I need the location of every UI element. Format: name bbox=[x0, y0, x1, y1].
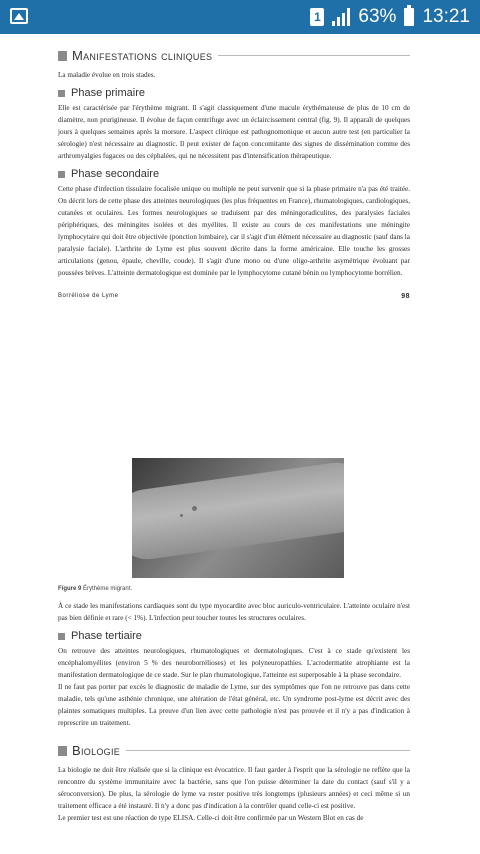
section-title: Biologie bbox=[72, 743, 121, 758]
gallery-icon bbox=[10, 8, 28, 24]
figure-caption bbox=[58, 586, 132, 592]
page-number: 98 bbox=[401, 293, 410, 300]
subsection-title: Phase tertiaire bbox=[71, 630, 142, 642]
paragraph: À ce stade les manifestations cardiaques sont du type myocardite avec bloc auriculo-ventriculaire. L'atteinte oculaire n'est pas bien définie et rare (< 1%). L'infection peut toucher toutes les structures oculaires. bbox=[58, 602, 410, 622]
skin-spot bbox=[192, 506, 197, 511]
paragraph: La biologie ne doit être réalisée que si la clinique est évocatrice. Il faut garder à l'esprit que la sérologie ne reflète que la rencontre du système immunitaire avec la bactérie, sans que l'on puisse déterminer la date du contact (sauf s'il y a séroconversion). De plus, la sérologie de lyme va rester positive très longtemps (plusieurs années) et ceci même si un traitement efficace a été instauré. Il n'y a donc pas d'indication à la contrôler quand celle-ci est positive. bbox=[58, 766, 410, 810]
section-intro: La maladie évolue en trois stades. bbox=[58, 71, 156, 79]
page-footer bbox=[58, 293, 410, 300]
subsection-heading bbox=[58, 87, 410, 99]
subsection-heading bbox=[58, 168, 410, 180]
skin-spot bbox=[180, 514, 183, 517]
document-page-upper bbox=[58, 34, 410, 300]
status-indicators bbox=[310, 6, 470, 28]
square-bullet-icon bbox=[58, 171, 65, 178]
footer-title: Borréliose de Lyme bbox=[58, 293, 119, 299]
caption-label: Figure 9 bbox=[58, 586, 82, 592]
arm-image bbox=[132, 458, 344, 564]
clock: 13:21 bbox=[422, 6, 470, 27]
document-page-lower bbox=[58, 600, 410, 824]
caption-text: Érythème migrant. bbox=[83, 586, 133, 592]
status-bar bbox=[0, 0, 480, 34]
sim-icon: 1 bbox=[310, 8, 324, 26]
subsection-title: Phase primaire bbox=[71, 87, 145, 99]
section-heading bbox=[58, 48, 410, 63]
battery-icon bbox=[404, 8, 414, 26]
paragraph: Il ne faut pas porter par excès le diagnostic de maladie de Lyme, sur des symptômes que l'on ne retrouve pas dans cette maladie, tels qu'une asthénie chronique, une altération de l'état général, etc. Un syndrome post-lyme est décrit avec des plaintes somatiques multiples. La preuve d'un lien avec cette pathologie n'est pas prouvée et il n'y a pas d'indication à represcrire un traitement. bbox=[58, 683, 410, 727]
section-heading bbox=[58, 743, 410, 758]
figure-photo bbox=[132, 458, 344, 578]
subsection-heading bbox=[58, 630, 410, 642]
paragraph: Le premier test est une réaction de type ELISA. Celle-ci doit être confirmée par un Western Blot en cas de bbox=[58, 814, 364, 822]
paragraph: On retrouve des atteintes neurologiques, rhumatologiques et dermatologiques. C'est à ce stade qu'existent les encéphalomyélites (environ 5 % des neuroborrélioses) et les polyneuropathies. L'acrodermatite atrophiante est la manifestation dermatologique de ce stade. Sur le plan rhumatologique, l'atteinte est superposable à la phase secondaire. bbox=[58, 647, 410, 679]
signal-icon bbox=[332, 8, 350, 26]
square-bullet-icon bbox=[58, 746, 67, 756]
paragraph: Cette phase d'infection tissulaire focalisée unique ou multiple ne peut survenir que si la phase primaire n'a pas été traitée. On décrit lors de cette phase des atteintes neurologiques (les plus fréquentes en France), rhumatologiques, cardiologiques, cutanées et oculaires. Les formes neurologiques se traduisent par des méningoradiculites, des paralysies faciales périphériques, des méningites isolées et des myélites. Il existe au cours de ces manifestations une méningite lymphocytaire qui doit être objectivée (ponction lombaire), car il s'agit d'un élément nécessaire au diagnostic (sauf dans la paralysie faciale). L'arthrite de Lyme est plus souvent décrite dans la forme américaine. Elle touche les grosses articulations (genou, épaule, cheville, coude). Il s'agit d'une mono ou d'une oligo-arthrite asymétrique évoluant par poussées brèves. L'atteinte dermatologique est dominée par le lymphocytome cutané bénin ou lymphocytome borrélien. bbox=[58, 185, 410, 277]
paragraph: Elle est caractérisée par l'érythème migrant. Il s'agit classiquement d'une macule érythémateuse de plus de 10 cm de diamètre, non prurigineuse. Il évolue de façon centrifuge avec un éclaircissement central (fig. 9). Il apparaît de quelques jours à quelques semaines après la morsure. L'aspect clinique est pathognomonique et aucun autre test (en particulier la sérologie) n'est nécessaire au diagnostic. Il peut exister de façon concomitante des signes de dissémination comme des arthromyalgies fugaces ou des céphalées, qui ne nécessitent pas d'intensification thérapeutique. bbox=[58, 104, 410, 160]
square-bullet-icon bbox=[58, 633, 65, 640]
section-title: Manifestations cliniques bbox=[72, 48, 213, 63]
heading-rule bbox=[126, 750, 410, 751]
subsection-title: Phase secondaire bbox=[71, 168, 160, 180]
square-bullet-icon bbox=[58, 90, 65, 97]
battery-percent: 63% bbox=[358, 6, 397, 27]
square-bullet-icon bbox=[58, 51, 67, 61]
heading-rule bbox=[218, 55, 410, 56]
